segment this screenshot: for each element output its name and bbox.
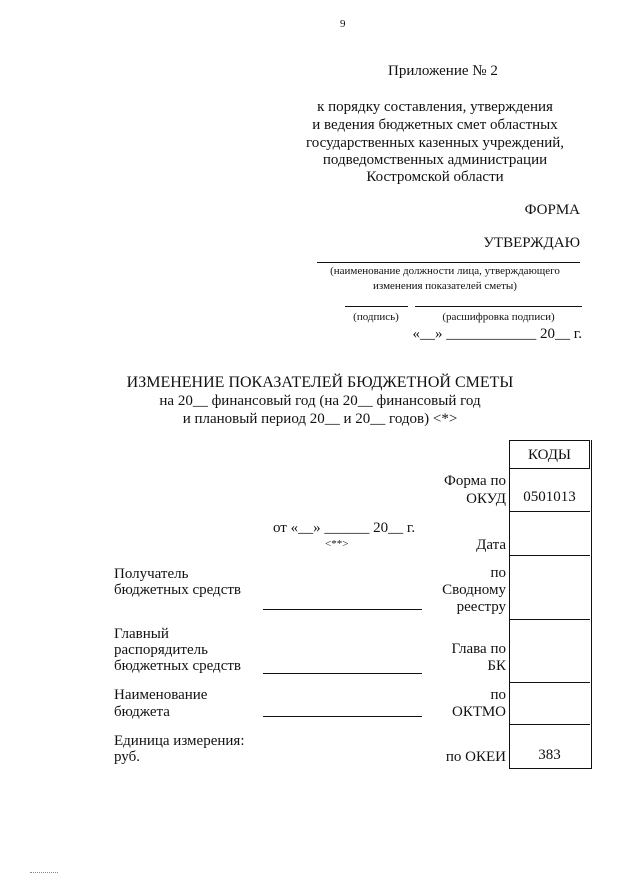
document-subtitle-2: и плановый период 20__ и 20__ годов) <*> (182, 411, 458, 427)
approve-label: УТВЕРЖДАЮ (483, 235, 580, 251)
recipient-line (263, 609, 422, 610)
footer-mark (30, 872, 58, 873)
appendix-title: Приложение № 2 (388, 63, 498, 79)
document-title: ИЗМЕНЕНИЕ ПОКАЗАТЕЛЕЙ БЮДЖЕТНОЙ СМЕТЫ (126, 374, 514, 391)
okud-value: 0501013 (523, 489, 576, 505)
signature-decode-line (415, 306, 582, 307)
appendix-line-2: и ведения бюджетных смет областных (312, 117, 558, 133)
budget-name-label-2: бюджета (114, 704, 170, 720)
registry-label-1: по (490, 565, 506, 581)
form-label: ФОРМА (524, 202, 580, 218)
page-number: 9 (340, 18, 346, 30)
main-manager-label-3: бюджетных средств (114, 658, 241, 674)
oktmo-label-1: по (490, 687, 506, 703)
main-manager-label-1: Главный (114, 626, 169, 642)
okud-label-1: Форма по (444, 473, 506, 489)
okei-label: по ОКЕИ (445, 749, 506, 765)
unit-label-2: руб. (114, 749, 140, 765)
recipient-label-1: Получатель (114, 566, 189, 582)
codes-row-divider (509, 511, 590, 512)
unit-label-1: Единица измерения: (114, 733, 245, 749)
codes-row-divider (509, 619, 590, 620)
form-date: от «__» ______ 20__ г. (273, 520, 416, 536)
appendix-line-3: государственных казенных учреждений, (305, 135, 565, 151)
document-subtitle-1: на 20__ финансовый год (на 20__ финансовый год (159, 393, 481, 409)
position-caption-2: изменения показателей сметы) (373, 280, 517, 292)
form-date-note: <**> (325, 538, 349, 550)
oktmo-label-2: ОКТМО (452, 704, 506, 720)
main-manager-line (263, 673, 422, 674)
appendix-line-1: к порядку составления, утверждения (317, 99, 553, 115)
bk-label-2: БК (487, 658, 506, 674)
budget-name-label-1: Наименование (114, 687, 208, 703)
okud-label-2: ОКУД (466, 491, 506, 507)
signature-caption: (подпись) (353, 311, 399, 323)
codes-row-divider (509, 682, 590, 683)
appendix-line-5: Костромской области (366, 169, 504, 185)
bk-label-1: Глава по (451, 641, 506, 657)
approval-date: «__» ____________ 20__ г. (412, 326, 582, 342)
signature-line (345, 306, 408, 307)
codes-header: КОДЫ (527, 447, 572, 463)
codes-row-divider (509, 724, 590, 725)
position-line (317, 262, 580, 263)
signature-decode-caption: (расшифровка подписи) (442, 311, 555, 323)
codes-row-divider (509, 555, 590, 556)
position-caption-1: (наименование должности лица, утверждающего (330, 265, 560, 277)
registry-label-2: Сводному (442, 582, 506, 598)
budget-name-line (263, 716, 422, 717)
registry-label-3: реестру (456, 599, 506, 615)
main-manager-label-2: распорядитель (114, 642, 208, 658)
okei-value: 383 (538, 747, 561, 763)
appendix-line-4: подведомственных администрации (322, 152, 548, 168)
recipient-label-2: бюджетных средств (114, 582, 241, 598)
date-label: Дата (476, 537, 506, 553)
